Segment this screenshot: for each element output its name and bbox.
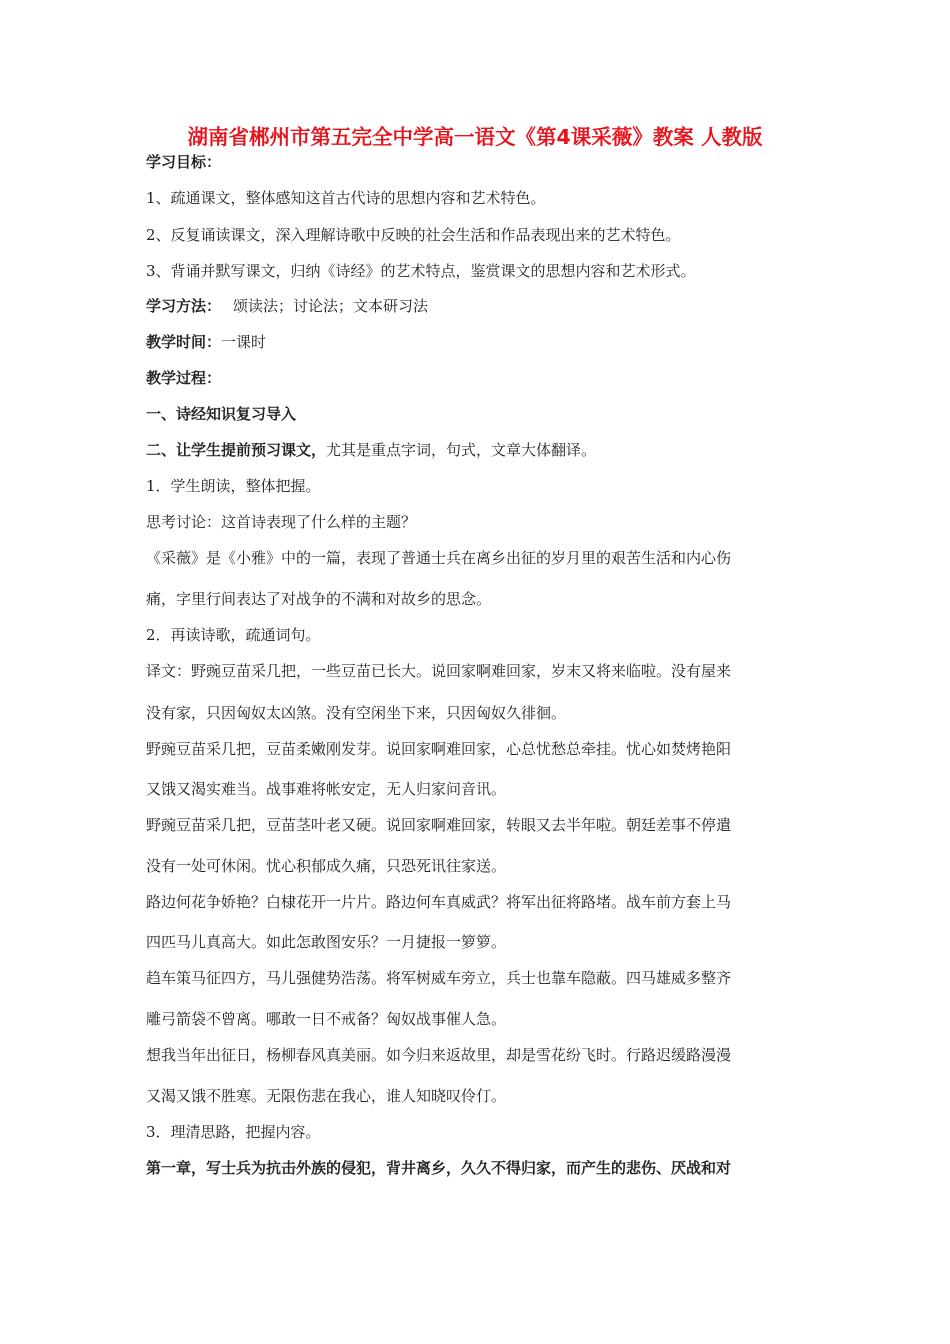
- methods-line: [146, 296, 810, 316]
- objectives-label: 学习目标：: [146, 153, 222, 171]
- body-line: 野豌豆苗采几把，豆苗柔嫩刚发芽。说回家啊难回家，心总忧愁总牵挂。忧心如焚烤艳阳: [146, 740, 732, 758]
- time-line: [146, 332, 810, 352]
- time-value: 一课时: [221, 333, 267, 351]
- body-line: 《采薇》是《小雅》中的一篇，表现了普通士兵在离乡出征的岁月里的艰苦生活和内心伤: [146, 549, 732, 567]
- body-line: 痛，字里行间表达了对战争的不满和对故乡的思念。: [146, 590, 492, 608]
- body-line: 思考讨论：这首诗表现了什么样的主题？: [146, 513, 417, 531]
- body-line: 又渴又饿不胜寒。无限伤悲在我心，谁人知晓叹伶仃。: [146, 1087, 507, 1105]
- document-title: 湖南省郴州市第五完全中学高一语文《第4课采薇》教案 人教版: [187, 125, 763, 149]
- section-heading-2-rest: 尤其是重点字词，句式，文章大体翻译。: [326, 441, 597, 459]
- body-line: 野豌豆苗采几把，豆苗茎叶老又硬。说回家啊难回家，转眼又去半年啦。朝廷差事不停遣: [146, 816, 732, 834]
- methods-label: 学习方法：: [146, 297, 222, 315]
- body-line: 没有一处可休闲。忧心积郁成久痛，只恐死讯往家送。: [146, 857, 507, 875]
- body-line: 译文：野豌豆苗采几把，一些豆苗已长大。说回家啊难回家，岁末又将来临啦。没有屋来: [146, 662, 732, 680]
- methods-value: 颂读法；讨论法；文本研习法: [233, 297, 429, 315]
- body-line: 想我当年出征日，杨柳春风真美丽。如今归来返故里，却是雪花纷飞时。行路迟缓路漫漫: [146, 1046, 732, 1064]
- body-line: 趋车策马征四方，马儿强健势浩荡。将军树威车旁立，兵士也靠车隐蔽。四马雄威多整齐: [146, 969, 732, 987]
- chapter-one-summary: 第一章，写士兵为抗击外族的侵犯，背井离乡，久久不得归家，而产生的悲伤、厌战和对: [146, 1159, 732, 1177]
- objective-item-3: 3、背诵并默写课文，归纳《诗经》的艺术特点，鉴赏课文的思想内容和艺术形式。: [146, 262, 696, 280]
- process-label: 教学过程：: [146, 369, 222, 387]
- body-line: 又饿又渴实难当。战事难将帐安定，无人归家问音讯。: [146, 780, 507, 798]
- body-line: 1．学生朗读，整体把握。: [146, 477, 321, 495]
- body-line: 路边何花争娇艳？白棣花开一片片。路边何车真威武？将军出征将路堵。战车前方套上马: [146, 893, 732, 911]
- body-line: 雕弓箭袋不曾离。哪敢一日不戒备？匈奴战事催人急。: [146, 1010, 507, 1028]
- section-heading-2-bold: 二、让学生提前预习课文，: [146, 441, 327, 459]
- objective-item-2: 2、反复诵读课文，深入理解诗歌中反映的社会生活和作品表现出来的艺术特色。: [146, 226, 681, 244]
- section-heading-2: [146, 440, 810, 460]
- body-line: 2．再读诗歌，疏通词句。: [146, 626, 321, 644]
- objective-item-1: 1、疏通课文，整体感知这首古代诗的思想内容和艺术特色。: [146, 189, 546, 207]
- time-label: 教学时间：: [146, 333, 222, 351]
- body-line: 没有家，只因匈奴太凶煞。没有空闲坐下来，只因匈奴久徘徊。: [146, 704, 567, 722]
- body-line: 四匹马儿真高大。如此怎敢图安乐？一月捷报一箩箩。: [146, 933, 507, 951]
- section-heading-1: 一、诗经知识复习导入: [146, 405, 297, 423]
- body-line: 3．理清思路，把握内容。: [146, 1123, 321, 1141]
